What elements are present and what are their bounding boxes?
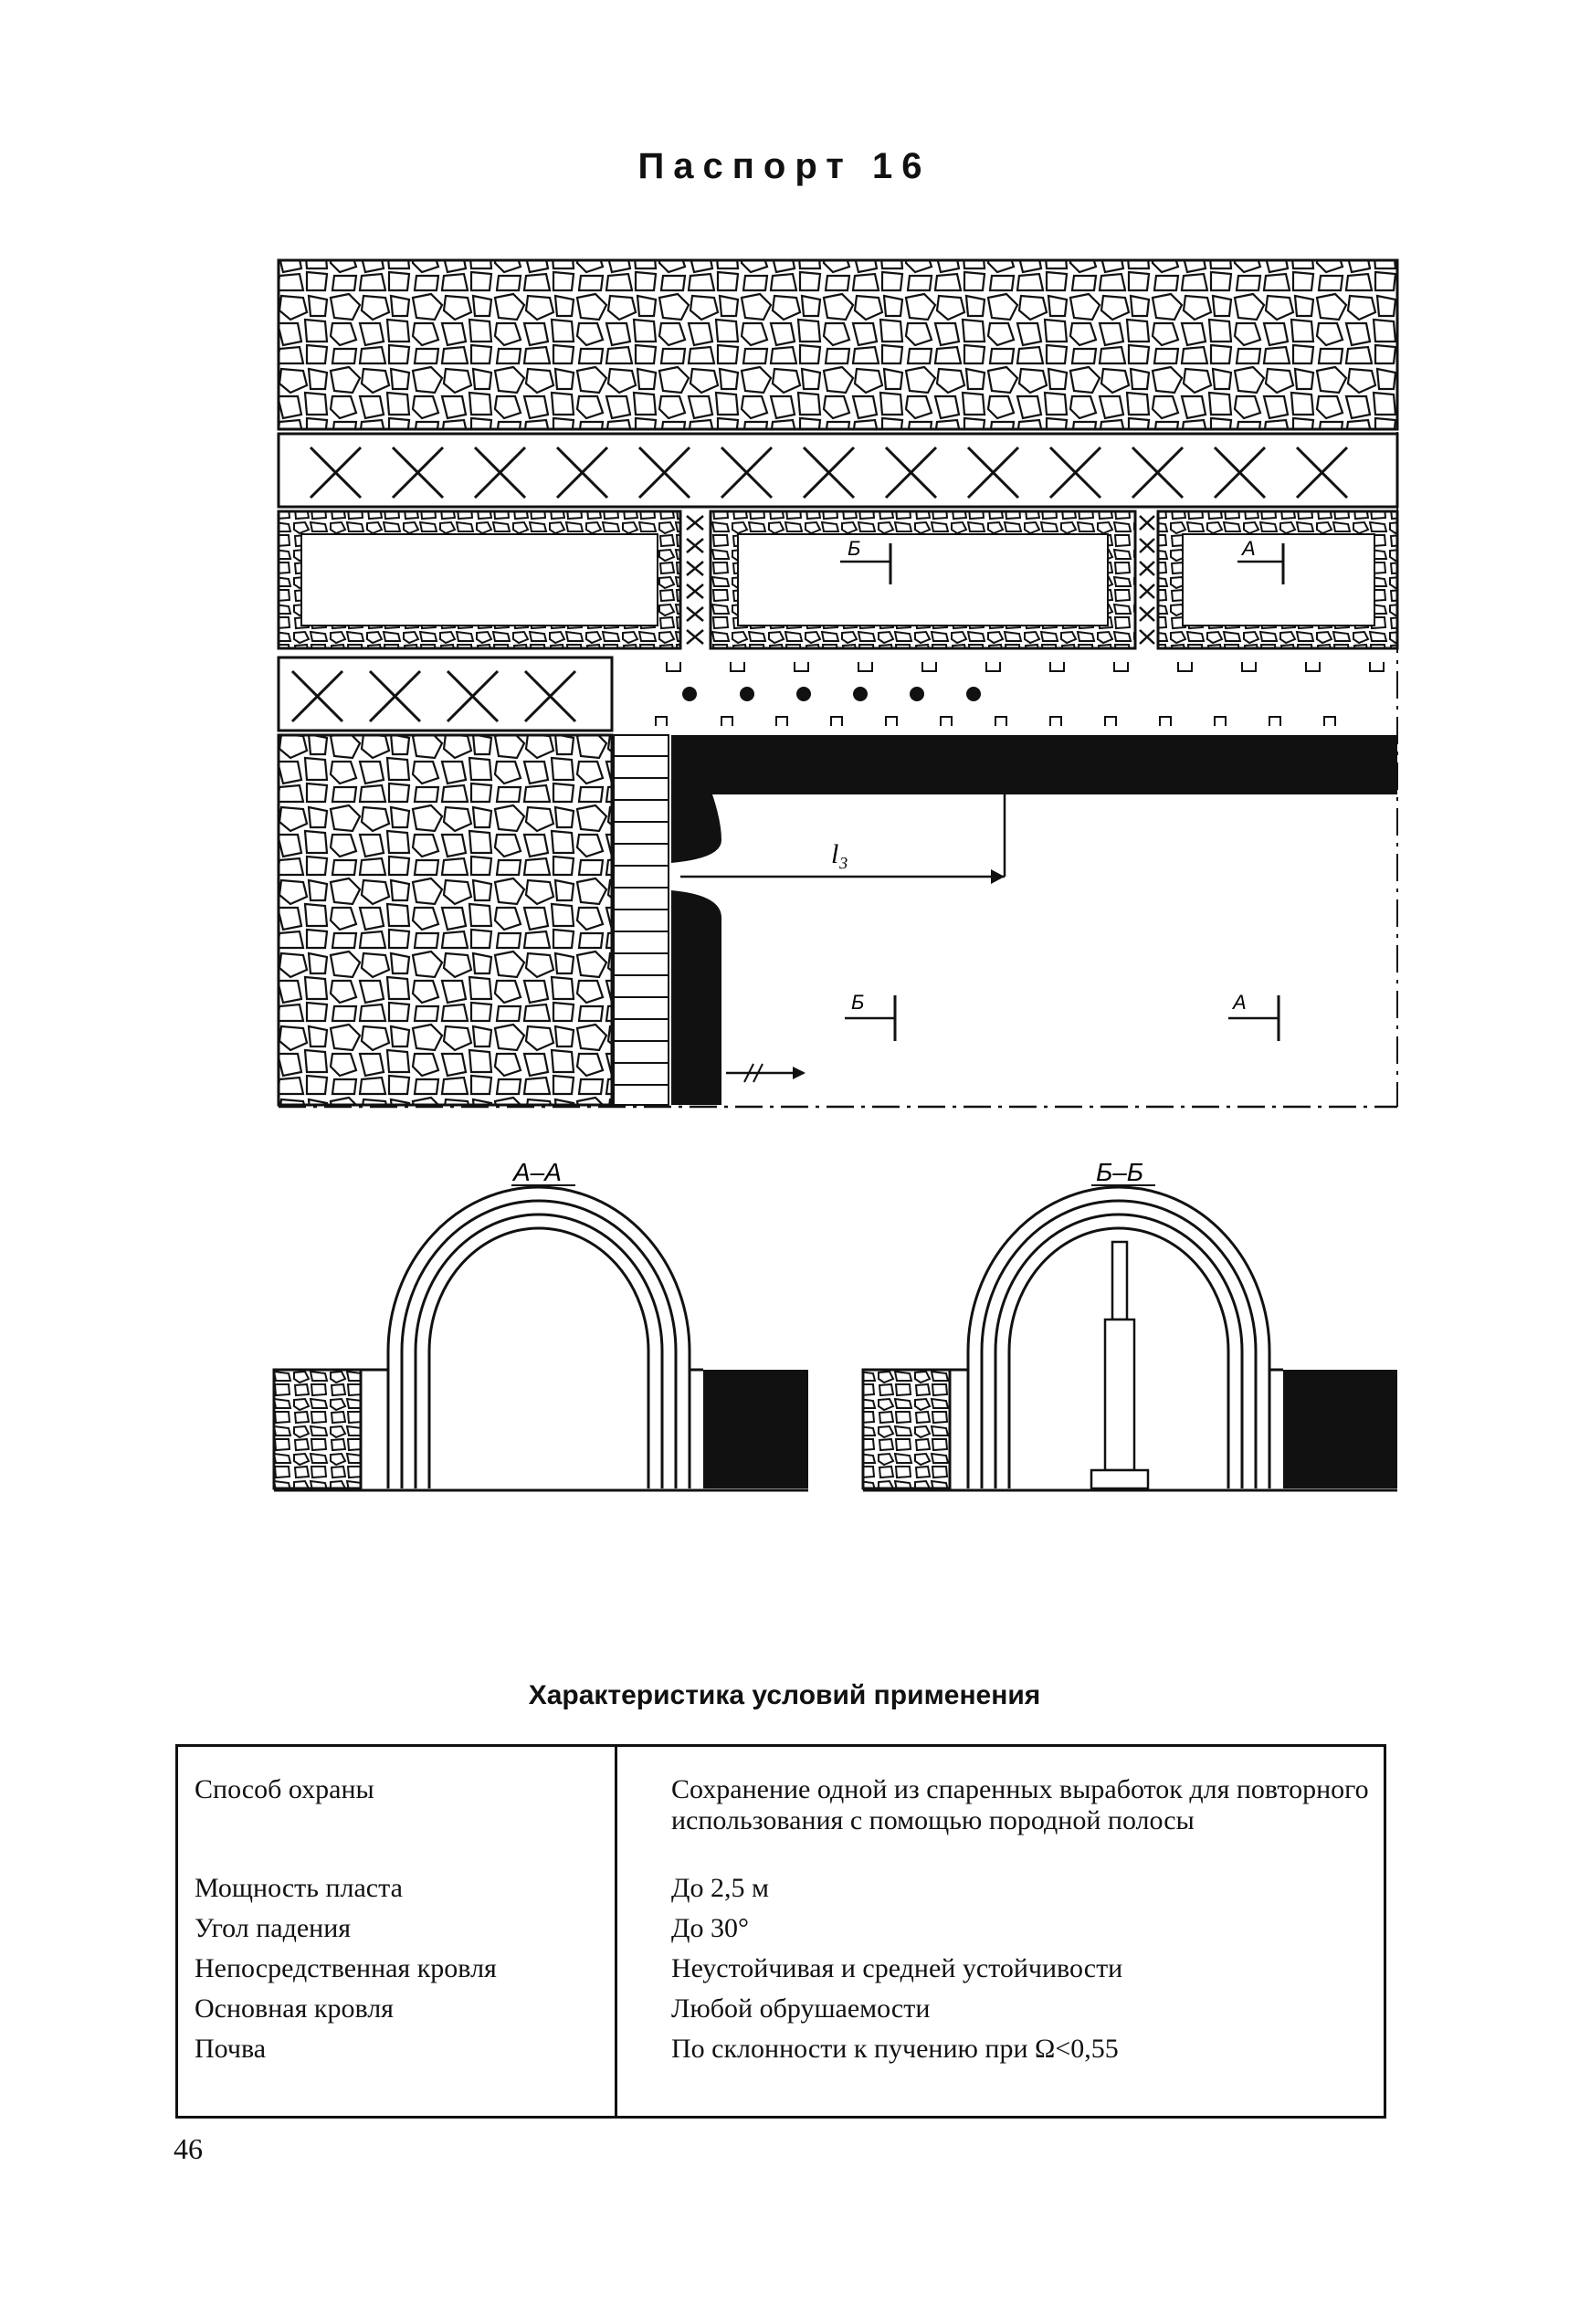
svg-text:Б: Б [851,991,865,1014]
svg-text:А–А: А–А [513,1158,562,1186]
row-label: Непосредственная кровля [195,1953,497,1983]
page-number: 46 [174,2132,203,2165]
row-value: Неустойчивая и средней устойчивости [671,1953,1123,1983]
row-label: Способ охраны [195,1774,374,1804]
svg-text:Б: Б [848,537,861,560]
conditions-table [175,1744,1386,2119]
row-value: До 2,5 м [671,1873,769,1903]
support-row-lower [656,717,1335,726]
dimension-label-l3: l₃ [831,839,848,869]
page-title: Паспорт 16 [637,146,932,186]
row-value: Любой обрушаемости [671,1993,931,2024]
svg-text:А: А [1242,537,1256,560]
row-value: До 30° [671,1913,749,1943]
rock-strip [614,735,669,1105]
dot-row [682,687,981,701]
crib-band-top [279,434,1397,507]
row-label: Почва [195,2034,267,2064]
row-value: Сохранение одной из спаренных выработок для повторного использования с помощью породной полосы [671,1774,1369,1835]
row-value: По склонности к пучению при Ω<0,55 [671,2034,1119,2064]
table-heading: Характеристика условий применения [528,1680,1041,1710]
caved-rock-zone-left [279,735,612,1105]
section-aa [274,1158,808,1490]
row-label: Угол падения [195,1913,352,1943]
rock-pillars [279,511,1397,648]
svg-text:А: А [1233,991,1247,1014]
row-label: Мощность пласта [195,1873,403,1903]
section-bb [863,1158,1397,1490]
row-label: Основная кровля [195,1993,394,2024]
crib-band-left [279,657,612,731]
workings-area [721,794,1397,1105]
support-row-upper [667,662,1384,671]
caved-rock-zone-top [279,260,1397,429]
svg-text:Б–Б: Б–Б [1096,1158,1144,1186]
